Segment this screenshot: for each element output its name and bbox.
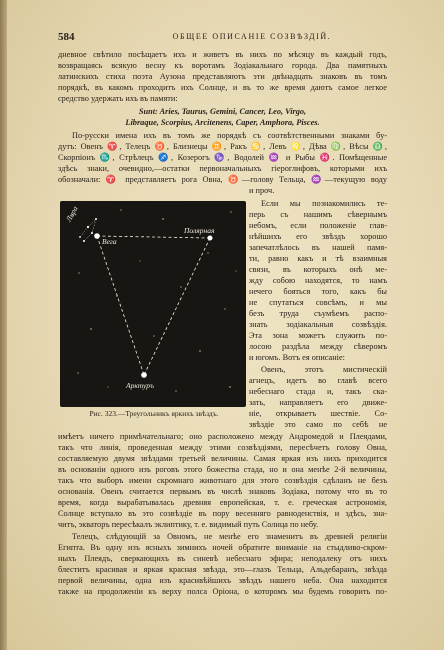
- page-number: 584: [58, 31, 75, 43]
- text-line: составляемую двумя звѣздами третьей величины. Самая яркая изъ нихъ приходится: [58, 454, 387, 463]
- text-line: запечатлѣлось въ нашей памя-: [249, 243, 387, 252]
- text-line: имѣетъ ничего примѣчательнаго; оно расположено между Андромедой и Плеядами,: [58, 432, 387, 441]
- text-line: ніе, открываетъ шествіе. Со-: [249, 409, 387, 418]
- polaris-arcturus-line: [144, 238, 210, 375]
- text-line: Эта зона можетъ служить по-: [249, 331, 387, 340]
- text-line: возвращаясь всякую весну къ воротамъ Зодіакальнаго города. Два памятныхъ: [58, 61, 387, 70]
- text-line: и проч.: [249, 186, 275, 195]
- text-line: знать зодіакальныя созвѣздія.: [249, 320, 387, 329]
- text-line: агнецъ, идетъ во главѣ всего: [249, 376, 387, 385]
- text-line: дневное свѣтило посѣщаетъ ихъ и живетъ въ нихъ по мѣсяцу въ каждый годъ,: [58, 50, 387, 59]
- text-line: безъ труда съумѣемъ распо-: [249, 309, 387, 318]
- arcturus-label: Арктуръ: [126, 381, 154, 390]
- vega-arcturus-line: [97, 236, 144, 375]
- vega-label: Вега: [102, 237, 117, 246]
- text-line: читъ, экваторъ пересѣкалъ эклиптику, т. е. видимый путь Солнца по небу.: [58, 520, 319, 529]
- text-line: латинскихъ стиха поэта Аузона представляютъ эти двѣнадцать знаковъ въ томъ: [58, 72, 387, 81]
- lyra-label: Лира: [64, 204, 80, 224]
- text-line: обозначали: ♈ представляетъ рога Овна, ♉—голову Тельца, ♒—текущую воду: [58, 175, 387, 184]
- text-line: Египта. Въ одну изъ ясныхъ зимнихъ ночей обратите вниманіе на стыдливо-скром-: [58, 543, 387, 552]
- text-line: ныхъ Плеядъ, сверкающихъ въ синевѣ небеснаго эфира; неподалеку отъ нихъ: [58, 554, 387, 563]
- text-line: Если мы познакомились те-: [261, 199, 387, 208]
- polaris-label: Полярная: [184, 226, 215, 235]
- text-line: первой величины, одна изъ красивѣйшихъ звѣздъ нашего неба. Она находится: [58, 576, 387, 585]
- text-line: Скорпіонъ ♏, Стрѣлецъ ♐, Козерогъ ♑, Водолей ♒ и Рыбы ♓. Помѣщенные: [58, 153, 387, 162]
- text-line: время, когда вырабатывалась древняя европейская, т. е. греческая астрономія,: [58, 498, 387, 507]
- text-line: зать, направляетъ его движе-: [249, 398, 387, 407]
- running-head: ОБЩЕЕ ОПИСАНІЕ СОЗВѢЗДІЙ.: [172, 32, 332, 41]
- text-line: Овенъ, этотъ мистическій: [261, 365, 387, 374]
- text-line: перь съ нашимъ сѣвернымъ: [249, 210, 387, 219]
- vega-star: [94, 233, 100, 239]
- text-line: и югомъ. Вотъ ея описаніе:: [249, 353, 345, 362]
- text-line: средство удержать ихъ въ памяти:: [58, 94, 178, 103]
- star-triangle-figure: [60, 201, 246, 407]
- arcturus-star: [141, 372, 147, 378]
- polaris-star: [208, 236, 213, 241]
- text-line: жду собою находятся, то намъ: [249, 276, 387, 285]
- text-line: такъ что выборъ имени скромнаго животнаго для этого созвѣздія сдѣланъ не безъ: [58, 476, 387, 485]
- text-line: По-русски имена ихъ въ томъ же порядкѣ съ соотвѣтственными знаками бу-: [72, 131, 387, 140]
- text-line: здѣсь знаки, очевидно,—остатки первоначальныхъ гіероглифовъ, которыми ихъ: [58, 164, 387, 173]
- text-line: звѣздіе это само по себѣ не: [249, 420, 387, 429]
- verse-line: Libraque, Scorpius, Arcitenens, Caper, Amphora, Pisces.: [125, 118, 320, 127]
- page-header: [58, 31, 386, 43]
- text-line: небеснаго стада и, такъ ска-: [249, 387, 387, 396]
- text-line: лосою раздѣла между сѣверомъ: [249, 342, 387, 351]
- text-line: блеститъ красивая и яркая красная звѣзда, это—глазъ Тельца, Альдебаранъ, звѣзда: [58, 565, 387, 574]
- text-line: такъ что линія, проведенная между этими созвѣздіями, пересѣчетъ голову Овна,: [58, 443, 387, 452]
- text-line: также на продолженіи къ верху полса Оріона, о которомъ мы будемъ говорить по-: [58, 587, 387, 596]
- text-line: дутъ: Овенъ ♈, Телецъ ♉, Близнецы ♊, Ракъ ♋, Левъ ♌, Дѣва ♍, Вѣсы ♎,: [58, 142, 387, 151]
- text-line: не спутаться совсѣмъ, и мы: [249, 298, 387, 307]
- text-line: основанія. Овенъ считается первымъ въ числѣ знаковъ Зодіака, потому что въ то: [58, 487, 387, 496]
- text-line: ти, равно какъ и тѣ взаимныя: [249, 254, 387, 263]
- lyra-outline: [80, 219, 96, 241]
- star-map: [60, 201, 246, 407]
- text-line: нечего бояться того, какъ бы: [249, 287, 387, 296]
- text-line: порядкѣ, въ какомъ проходитъ ихъ Солнце, и въ то же время даютъ самое легкое: [58, 83, 387, 92]
- text-line: нѣйшихъ его звѣздъ хорошо: [249, 232, 387, 241]
- text-line: въ основаніи одного изъ роговъ этого божества стада, но и она менѣе 2-й величины,: [58, 465, 387, 474]
- text-line: небомъ, если положеніе глав-: [249, 221, 387, 230]
- text-line: связи, въ которыхъ онѣ ме-: [249, 265, 387, 274]
- figure-caption: Рис. 323.—Треугольникъ яркихъ звѣздъ.: [89, 409, 219, 418]
- text-line: Солнце вступало въ это созвѣздіе въ пору весенняго равноденствія, и здѣсь, зна-: [58, 509, 387, 518]
- text-line: Телецъ, слѣдующій за Овномъ, не менѣе его знаменитъ въ древней религіи: [72, 532, 387, 541]
- verse-line: Sunt: Aries, Taurus, Gemini, Cancer, Leo, Virgo,: [138, 107, 307, 116]
